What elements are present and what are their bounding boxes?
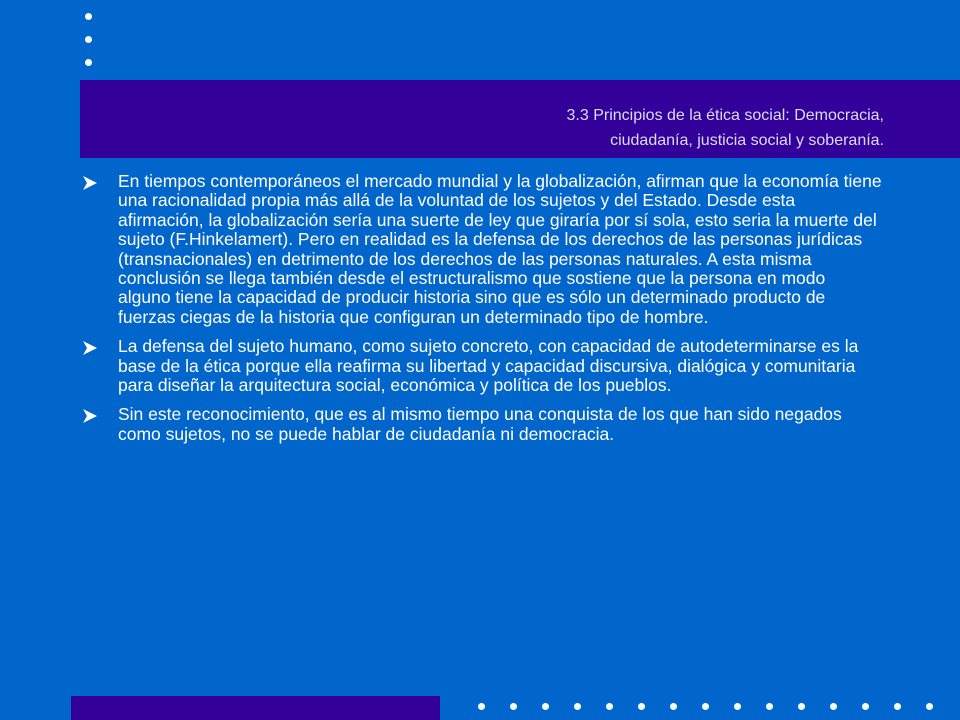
arrowhead-bullet-icon bbox=[82, 176, 98, 190]
slide-title-line: 3.3 Principios de la ética social: Democracia, bbox=[566, 107, 884, 124]
decorative-dot-icon bbox=[85, 36, 92, 43]
decorative-dot-icon bbox=[85, 13, 92, 20]
decorative-dot-icon bbox=[734, 703, 741, 710]
bullet-list bbox=[82, 172, 882, 454]
bottom-band bbox=[71, 696, 440, 720]
bullet-item bbox=[82, 337, 882, 395]
decorative-dot-icon bbox=[542, 703, 549, 710]
bullet-item bbox=[82, 172, 882, 327]
bullet-item bbox=[82, 405, 882, 444]
decorative-dot-icon bbox=[702, 703, 709, 710]
decorative-dot-icon bbox=[830, 703, 837, 710]
decorative-dot-icon bbox=[766, 703, 773, 710]
bullet-text: La defensa del sujeto humano, como sujeto concreto, con capacidad de autodeterminarse es la base de la ética porque ella reafirma su libertad y capacidad discursiva, dialógica y comunitaria para diseñar la arquitectura social, económica y política de los pueblos. bbox=[118, 336, 859, 396]
arrowhead-bullet-icon bbox=[82, 409, 98, 423]
bullet-text: Sin este reconocimiento, que es al mismo tiempo una conquista de los que han sido negados como sujetos, no se puede hablar de ciudadanía ni democracia. bbox=[118, 404, 842, 444]
decorative-dot-icon bbox=[894, 703, 901, 710]
arrowhead-bullet-icon bbox=[82, 341, 98, 355]
decorative-dot-icon bbox=[606, 703, 613, 710]
decorative-dot-icon bbox=[926, 703, 933, 710]
decorative-dot-icon bbox=[798, 703, 805, 710]
decorative-dot-icon bbox=[478, 703, 485, 710]
decorative-dot-icon bbox=[862, 703, 869, 710]
decorative-dot-icon bbox=[670, 703, 677, 710]
decorative-dot-icon bbox=[85, 59, 92, 66]
bullet-text: En tiempos contemporáneos el mercado mundial y la globalización, afirman que la economía tiene una racionalidad propia más allá de la voluntad de los sujetos y del Estado. Desde esta afirmación, la globalización sería una suerte de ley que giraría por sí sola, esto seria la muerte del sujeto (F.Hinkelamert). Pero en realidad es la defensa de los derechos de las personas jurídicas (transnacionales) en detrimento de los derechos de las personas naturales. A esta misma conclusión se llega también desde el estructuralismo que sostiene que la persona en modo alguno tiene la capacidad de producir historia sino que es sólo un determinado producto de fuerzas ciegas de la historia que configuran un determinado tipo de hombre. bbox=[118, 171, 882, 327]
decorative-dot-icon bbox=[638, 703, 645, 710]
slide-title bbox=[364, 103, 884, 153]
decorative-dot-icon bbox=[574, 703, 581, 710]
decorative-dot-icon bbox=[510, 703, 517, 710]
slide-title-line: ciudadanía, justicia social y soberanía. bbox=[610, 132, 884, 149]
